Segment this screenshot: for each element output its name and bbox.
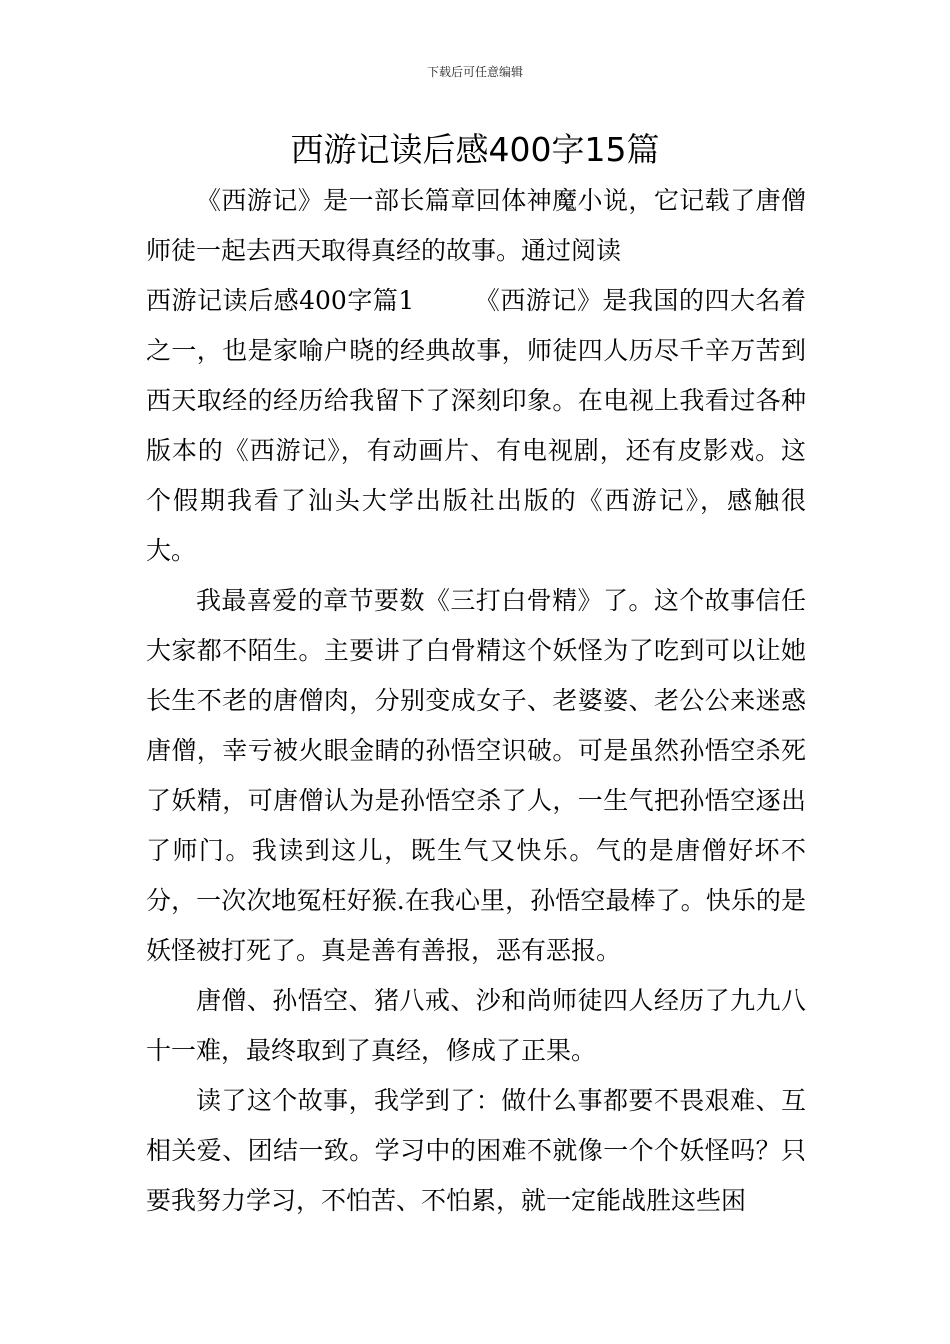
section-heading: 西游记读后感400字篇1: [146, 286, 415, 315]
header-note: 下载后可任意编辑: [426, 65, 523, 79]
intro-paragraph: 《西游记》是一部长篇章回体神魔小说，它记载了唐僧师徒一起去西天取得真经的故事。通过阅读: [146, 186, 806, 265]
paragraph-4: 读了这个故事，我学到了：做什么事都要不畏艰难、互相关爱、团结一致。学习中的困难不就像一个个妖怪吗？只要我努力学习，不怕苦、不怕累，就一定能战胜这些困: [146, 1086, 806, 1215]
document-title: 西游记读后感400字15篇: [290, 130, 660, 169]
paragraph-3: 唐僧、孙悟空、猪八戒、沙和尚师徒四人经历了九九八十一难，最终取到了真经，修成了正果。: [146, 986, 806, 1065]
paragraph-text: 《西游记》是我国的四大名着之一，也是家喻户晓的经典故事，师徒四人历尽千辛万苦到西天取经的经历给我留下了深刻印象。在电视上我看过各种版本的《西游记》，有动画片、有电视剧，还有皮影戏。这个假期我看了汕头大学出版社出版的《西游记》，感触很大。: [146, 286, 806, 565]
section-paragraph-1: [146, 276, 806, 576]
document-body: [146, 176, 806, 1226]
paragraph-2: 我最喜爱的章节要数《三打白骨精》了。这个故事信任大家都不陌生。主要讲了白骨精这个妖怪为了吃到可以让她长生不老的唐僧肉，分别变成女子、老婆婆、老公公来迷惑唐僧，幸亏被火眼金睛的孙悟空识破。可是虽然孙悟空杀死了妖精，可唐僧认为是孙悟空杀了人，一生气把孙悟空逐出了师门。我读到这儿，既生气又快乐。气的是唐僧好坏不分，一次次地冤枉好猴.在我心里，孙悟空最棒了。快乐的是妖怪被打死了。真是善有善报，恶有恶报。: [146, 586, 806, 965]
